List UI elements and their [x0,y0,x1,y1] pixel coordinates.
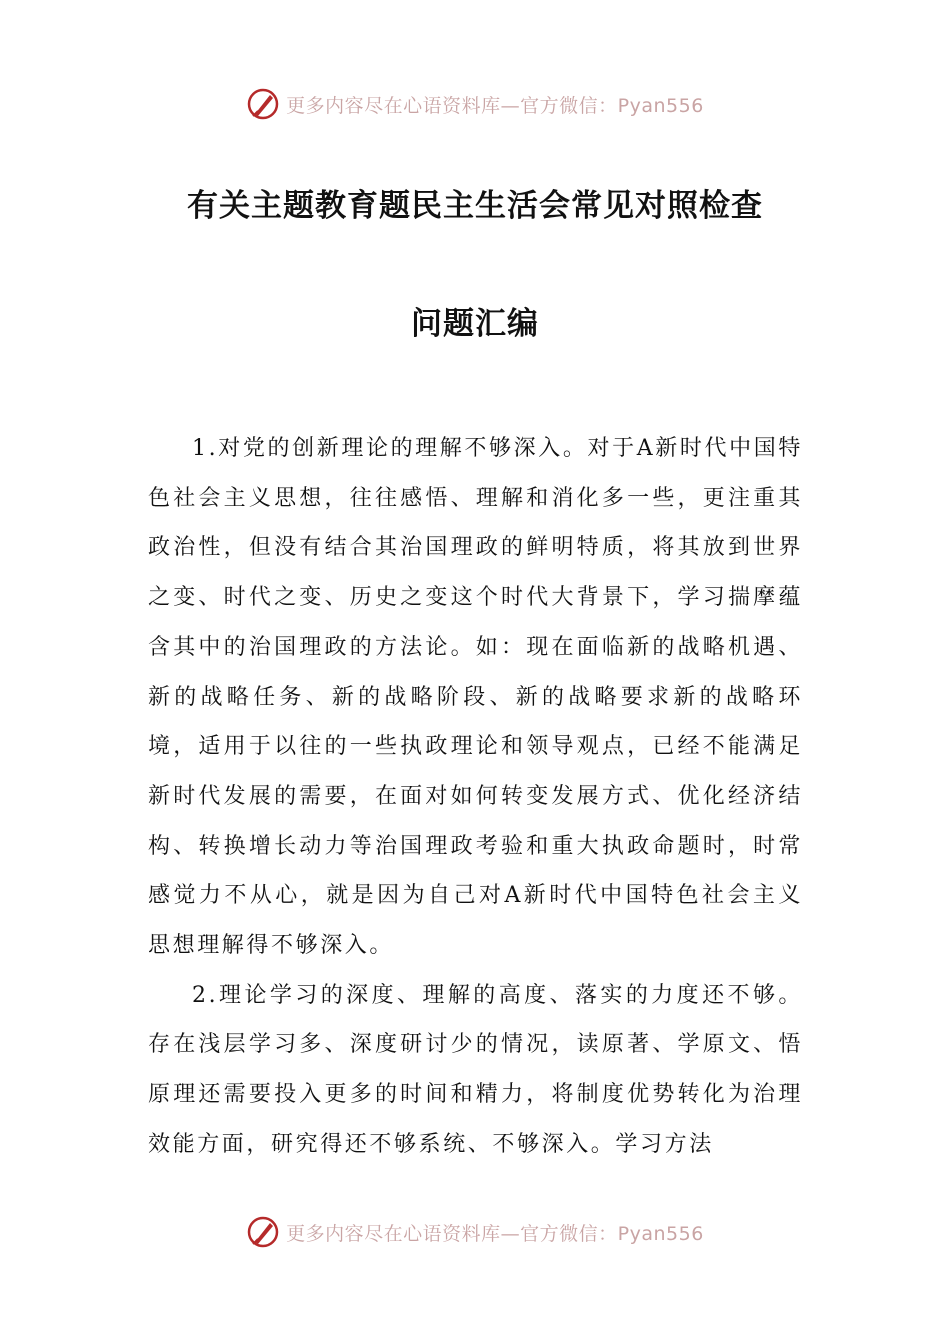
document-body [148,424,803,1170]
footer-watermark [0,1212,950,1252]
quill-pen-logo-icon [246,87,280,121]
watermark-text: 更多内容尽在心语资料库—官方微信：Pyan556 [286,1222,704,1245]
watermark-brand [246,1215,704,1249]
header-watermark [0,84,950,124]
paragraph-2: 2.理论学习的深度、理解的高度、落实的力度还不够。存在浅层学习多、深度研讨少的情况，读原著、学原文、悟原理还需要投入更多的时间和精力，将制度优势转化为治理效能方面，研究得还不够系统、不够深入。学习方法 [148,982,803,1157]
quill-pen-logo-icon [246,1215,280,1249]
document-title-line-2: 问题汇编 [411,306,539,342]
watermark-text: 更多内容尽在心语资料库—官方微信：Pyan556 [286,94,704,117]
paragraph-1: 1.对党的创新理论的理解不够深入。对于A新时代中国特色社会主义思想，往往感悟、理解和消化多一些，更注重其政治性，但没有结合其治国理政的鲜明特质，将其放到世界之变、时代之变、历史之变这个时代大背景下，学习揣摩蕴含其中的治国理政的方法论。如：现在面临新的战略机遇、新的战略任务、新的战略阶段、新的战略要求新的战略环境，适用于以往的一些执政理论和领导观点，已经不能满足新时代发展的需要，在面对如何转变发展方式、优化经济结构、转换增长动力等治国理政考验和重大执政命题时，时常感觉力不从心，就是因为自己对A新时代中国特色社会主义思想理解得不够深入。 [148,436,803,959]
document-title-line-1: 有关主题教育题民主生活会常见对照检查 [187,188,763,224]
watermark-brand [246,87,704,121]
